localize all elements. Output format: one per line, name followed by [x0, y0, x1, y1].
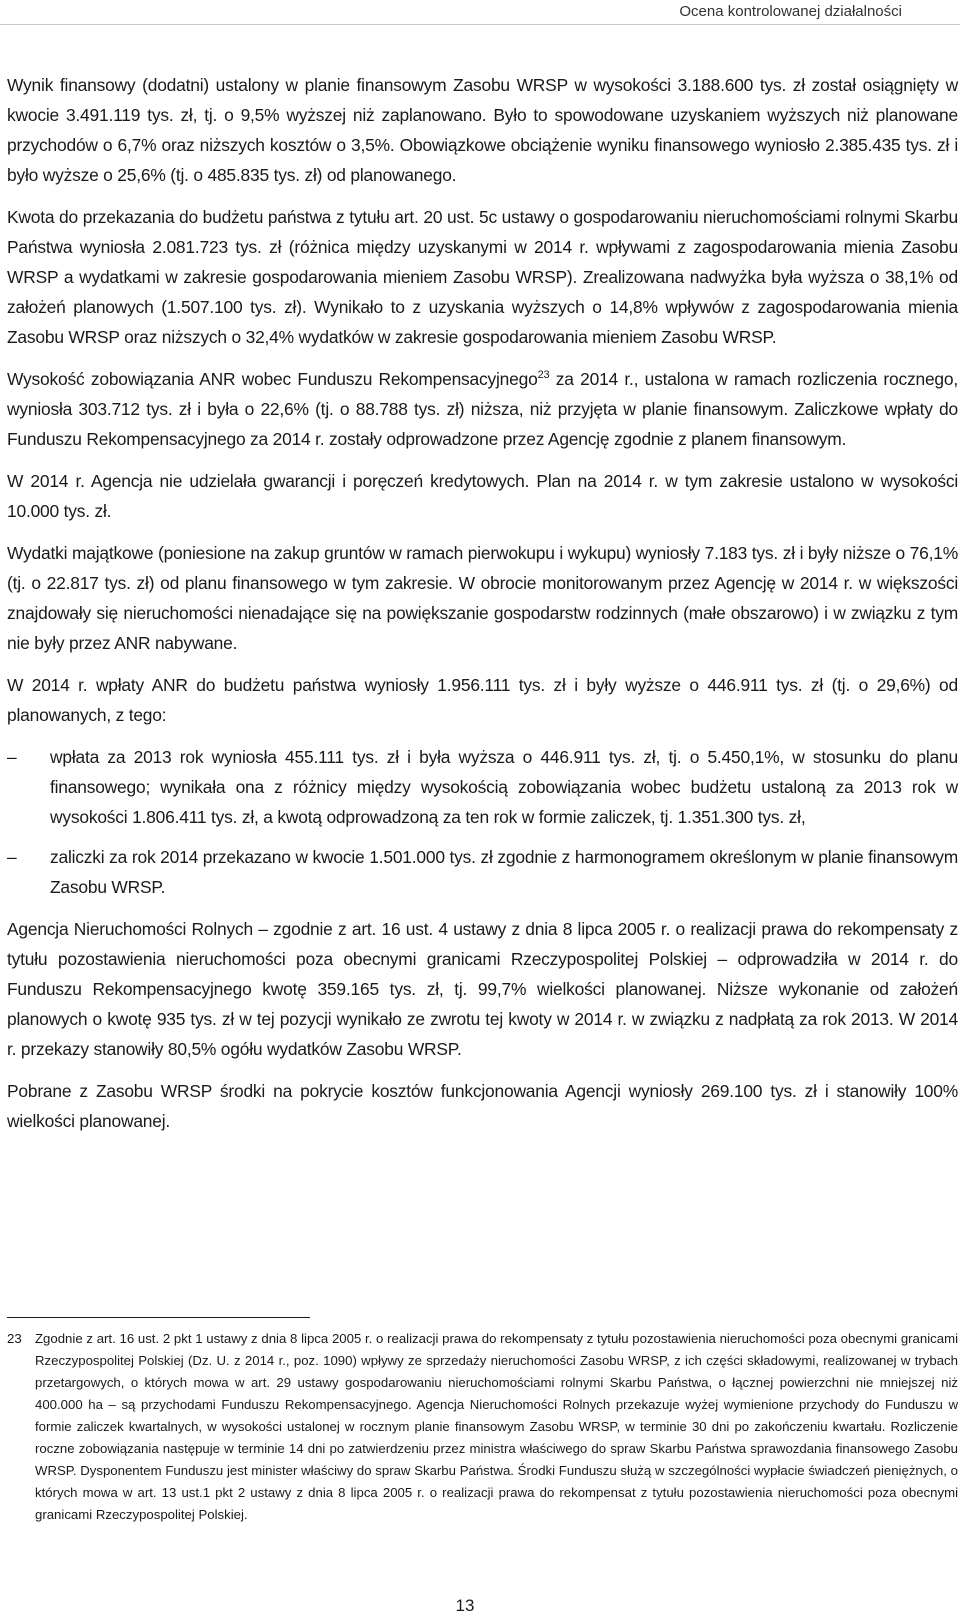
- footnote-separator: [7, 1317, 310, 1318]
- paragraph-financial-result: Wynik finansowy (dodatni) ustalony w planie finansowym Zasobu WRSP w wysokości 3.188.600 tys. zł został osiągnięty w kwocie 3.491.119 tys. zł, tj. o 9,5% wyższej niż zaplanowano. Było to spowodowane uzyskaniem wyższych niż planowane przychodów o 6,7% oraz niższych kosztów o 3,5%. Obowiązkowe obciążenie wyniku finansowego wyniosło 2.385.435 tys. zł i było wyższe o 25,6% (tj. o 485.835 tys. zł) od planowanego.: [7, 75, 958, 185]
- running-header: [0, 0, 960, 25]
- paragraph-budget-payments: W 2014 r. wpłaty ANR do budżetu państwa wyniosły 1.956.111 tys. zł i były wyższe o 446.911 tys. zł (tj. o 29,6%) od planowanych, z tego:: [7, 675, 958, 725]
- paragraph-agency-costs: Pobrane z Zasobu WRSP środki na pokrycie kosztów funkcjonowania Agencji wyniosły 269.100 tys. zł i stanowiły 100% wielkości planowanej.: [7, 1081, 958, 1131]
- paragraph-compensation-transfer: Agencja Nieruchomości Rolnych – zgodnie z art. 16 ust. 4 ustawy z dnia 8 lipca 2005 r. o realizacji prawa do rekompensaty z tytułu pozostawienia nieruchomości poza obecnymi granicami Rzeczypospolitej Polskiej – odprowadziła w 2014 r. do Funduszu Rekompensacyjnego kwotę 359.165 tys. zł, tj. 99,7% wielkości planowanej. Niższe wykonanie od założeń planowych o kwotę 935 tys. zł w tej pozycji wynikało ze zwrotu tej kwoty w 2014 r. w związku z nadpłatą za rok 2013. W 2014 r. przekazy stanowiły 80,5% ogółu wydatków Zasobu WRSP.: [7, 919, 958, 1059]
- paragraph-capital-expenditure: Wydatki majątkowe (poniesione na zakup gruntów w ramach pierwokupu i wykupu) wyniosły 7.183 tys. zł i były niższe o 76,1% (tj. o 22.817 tys. zł) od planu finansowego w tym zakresie. W obrocie monitorowanym przez Agencję w 2014 r. w większości znajdowały się nieruchomości nienadające się na powiększanie gospodarstw rodzinnych (małe obszarowo) i w związku z tym nie były przez ANR nabywane.: [7, 543, 958, 653]
- payments-breakdown-list: [7, 742, 958, 902]
- list-item-text: wpłata za 2013 rok wyniosła 455.111 tys. zł i była wyższa o 446.911 tys. zł, tj. o 5.450,1%, w stosunku do planu finansowego; wynikała ona z różnicy między wysokością zobowiązania wobec budżetu ustaloną za 2013 rok w wysokości 1.806.411 tys. zł, a kwotą odprowadzoną za ten rok w formie zaliczek, tj. 1.351.300 tys. zł,: [50, 747, 958, 827]
- main-content: [7, 70, 958, 1148]
- footnote-text: Zgodnie z art. 16 ust. 2 pkt 1 ustawy z dnia 8 lipca 2005 r. o realizacji prawa do rekompensaty z tytułu pozostawienia nieruchomości poza obecnymi granicami Rzeczypospolitej Polskiej (Dz. U. z 2014 r., poz. 1090) wpływy ze sprzedaży nieruchomości Zasobu WRSP, z ich części składowymi, realizowanej w trybach przetargowych, o których mowa w art. 29 ustawy gospodarowaniu nieruchomościami rolnymi Skarbu Państwa, o łącznej powierzchni nie mniejszej niż 400.000 ha – są przychodami Funduszu Rekompensacyjnego. Agencja Nieruchomości Rolnych przekazuje wyżej wymienione przychody do Funduszu w formie zaliczek kwartalnych, w wysokości ustalonej w rocznym planie finansowym Zasobu WRSP, w terminie 30 dni po zakończeniu kwartału. Rozliczenie roczne zobowiązania następuje w terminie 14 dni po zatwierdzeniu przez ministra właściwego do spraw Skarbu Państwa sprawozdania finansowego Zasobu WRSP. Dysponentem Funduszu jest minister właściwy do spraw Skarbu Państwa. Środki Funduszu służą w szczególności wypłacie świadczeń pieniężnych, o których mowa w art. 13 ust.1 pkt 2 ustawy z dnia 8 lipca 2005 r. o realizacji prawa do rekompensat z tytułu pozostawienia nieruchomości poza obecnymi granicami Rzeczypospolitej Polskiej.: [35, 1331, 958, 1522]
- list-item-text: zaliczki za rok 2014 przekazano w kwocie 1.501.000 tys. zł zgodnie z harmonogramem określonym w planie finansowym Zasobu WRSP.: [50, 847, 958, 897]
- list-item: [7, 842, 958, 902]
- paragraph-budget-transfer: Kwota do przekazania do budżetu państwa z tytułu art. 20 ust. 5c ustawy o gospodarowaniu nieruchomościami rolnymi Skarbu Państwa wyniosła 2.081.723 tys. zł (różnica między uzyskanymi w 2014 r. wpływami z zagospodarowania mienia Zasobu WRSP a wydatkami w zakresie gospodarowania mieniem Zasobu WRSP). Zrealizowana nadwyżka była wyższa o 38,1% od założeń planowych (1.507.100 tys. zł). Wynikało to z uzyskania wyższych o 14,8% wpływów z zagospodarowania mienia Zasobu WRSP oraz niższych o 32,4% wydatków w zakresie gospodarowania mieniem Zasobu WRSP.: [7, 207, 958, 347]
- paragraph-guarantees: W 2014 r. Agencja nie udzielała gwarancji i poręczeń kredytowych. Plan na 2014 r. w tym zakresie ustalono w wysokości 10.000 tys. zł.: [7, 471, 958, 521]
- footnote-23: [7, 1328, 958, 1526]
- footnote-ref-23[interactable]: 23: [537, 369, 550, 382]
- page-number: 13: [455, 1596, 475, 1615]
- p3-text-after: za 2014 r., ustalona w ramach rozliczenia rocznego, wyniosła 303.712 tys. zł i była o 22,6% (tj. o 88.788 tys. zł) niższa, niż przyjęta w planie finansowym. Zaliczkowe wpłaty do Funduszu Rekompensacyjnego za 2014 r. zostały odprowadzone przez Agencję zgodnie z planem finansowym.: [7, 369, 958, 449]
- dash-bullet: –: [7, 747, 17, 767]
- list-item: [7, 742, 958, 832]
- p3-text-before: Wysokość zobowiązania ANR wobec Funduszu Rekompensacyjnego: [7, 369, 538, 389]
- dash-bullet: –: [7, 847, 17, 867]
- paragraph-compensation-fund-liability: [7, 364, 958, 454]
- footnote-number: 23: [7, 1331, 22, 1346]
- running-header-title: Ocena kontrolowanej działalności: [679, 3, 902, 20]
